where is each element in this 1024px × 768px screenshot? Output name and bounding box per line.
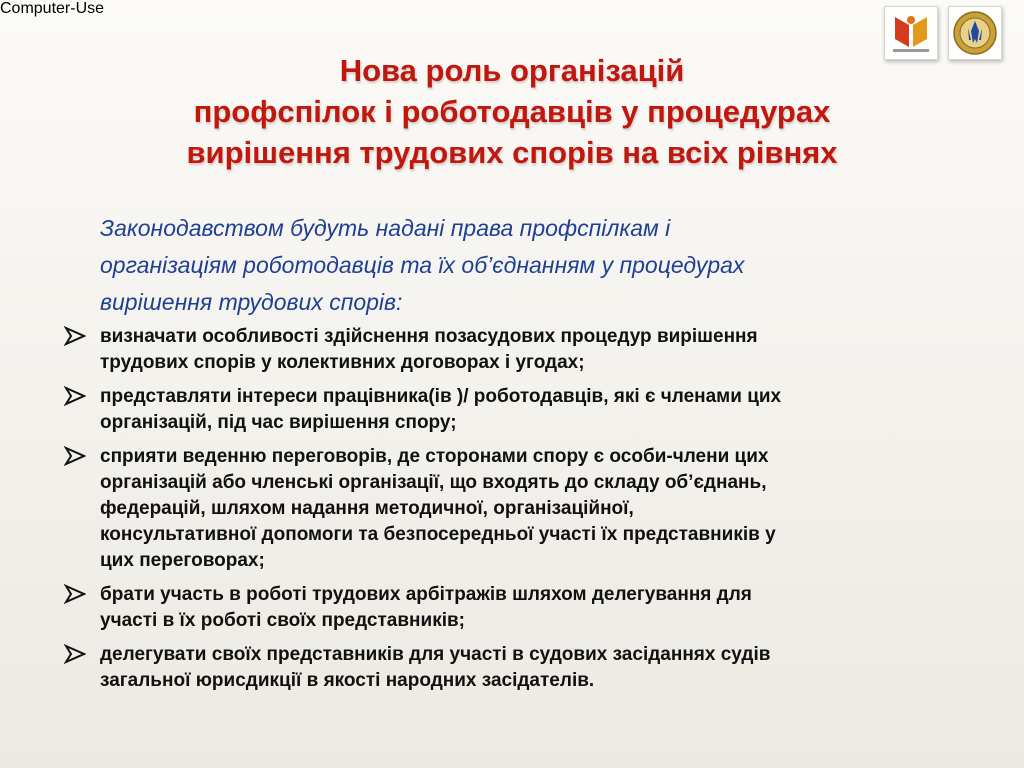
intro-line: вирішення трудових спорів: bbox=[100, 289, 403, 315]
title-line: вирішення трудових спорів на всіх рівнях bbox=[186, 135, 838, 170]
bullet-line: консультативної допомоги та безпосередньої участі їх представників у bbox=[100, 524, 776, 545]
arrow-bullet-icon bbox=[64, 584, 86, 604]
bullet-line: делегувати своїх представників для участі в судових засіданнях судів bbox=[100, 644, 771, 665]
bullet-line: визначати особливості здійснення позасудових процедур вирішення bbox=[100, 326, 758, 347]
list-item bbox=[60, 444, 960, 574]
intro-line: Законодавством будуть надані права профспілкам і bbox=[100, 215, 671, 241]
bullet-line: федерацій, шляхом надання методичної, організаційної, bbox=[100, 498, 634, 519]
list-item bbox=[60, 582, 960, 634]
bullet-line: організацій, під час вирішення спору; bbox=[100, 412, 457, 433]
bullet-line: участі в їх роботі своїх представників; bbox=[100, 610, 466, 631]
intro-line: організаціям роботодавців та їх об’єднанням у процедурах bbox=[100, 252, 745, 278]
bullet-line: представляти інтереси працівника(ів )/ роботодавців, які є членами цих bbox=[100, 386, 782, 407]
intro-paragraph bbox=[100, 210, 970, 321]
bullet-line: брати участь в роботі трудових арбітражів шляхом делегування для bbox=[100, 584, 752, 605]
bullet-line: трудових спорів у колективних договорах і угодах; bbox=[100, 352, 585, 373]
arrow-bullet-icon bbox=[64, 386, 86, 406]
arrow-bullet-icon bbox=[64, 326, 86, 346]
title-line: профспілок і роботодавців у процедурах bbox=[193, 94, 831, 129]
bullet-line: організацій або членські організації, що входять до складу об’єднань, bbox=[100, 472, 767, 493]
bullet-list bbox=[60, 324, 960, 702]
bullet-line: сприяти веденню переговорів, де сторонами спору є особи-члени цих bbox=[100, 446, 769, 467]
arrow-bullet-icon bbox=[64, 644, 86, 664]
title-line: Нова роль організацій bbox=[339, 53, 685, 88]
list-item bbox=[60, 384, 960, 436]
bullet-line: цих переговорах; bbox=[100, 550, 265, 571]
list-item bbox=[60, 642, 960, 694]
arrow-bullet-icon bbox=[64, 446, 86, 466]
organization-logo-icon bbox=[889, 11, 933, 55]
list-item bbox=[60, 324, 960, 376]
bullet-line: загальної юрисдикції в якості народних засідателів. bbox=[100, 670, 595, 691]
slide-title bbox=[60, 50, 964, 173]
